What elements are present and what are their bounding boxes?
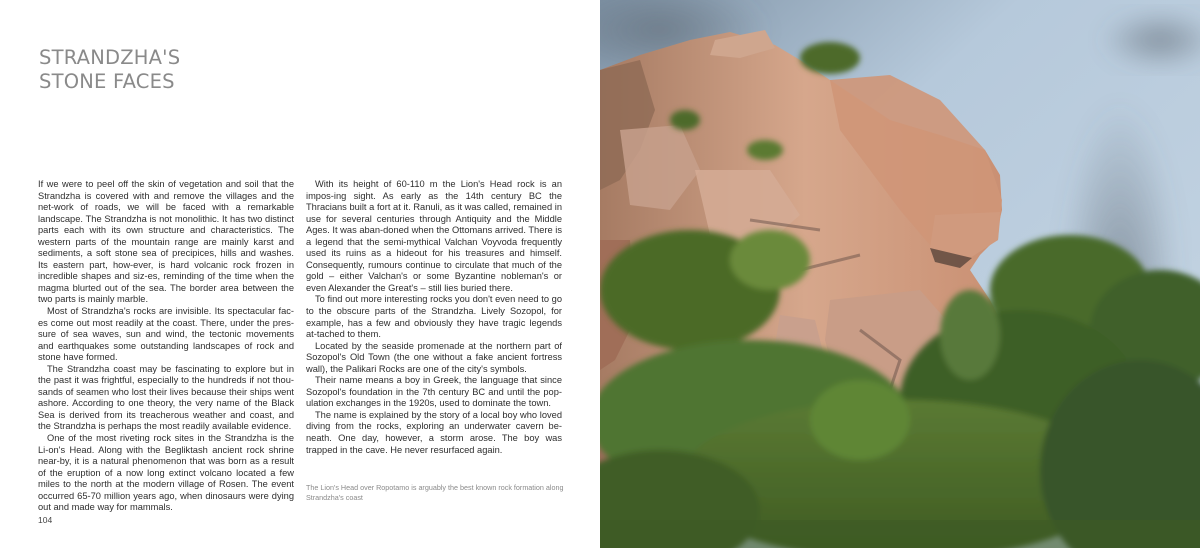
photo-caption: The Lion's Head over Ropotamo is arguably the best known rock formation along Strandzha's coast — [306, 483, 564, 502]
page-title — [39, 46, 180, 94]
paragraph: If we were to peel off the skin of vegetation and soil that the Strandzha is covered with and remove the villages and the net-work of roads, we will be faced with a remarkable landscape. The Strandzha is not monolithic. It has two distinct parts each with its own structure and characteristics. The western parts of the mountain range are mainly karst and sediments, a soft stone sea of precipices, hills and washes. Its eastern part, how-ever, is hard volcanic rock frozen in incredible shapes and siz-es, reminding of the time when the magma blurted out of the sea. The border area between the two parts is mainly marble. — [38, 179, 294, 305]
paragraph: Most of Strandzha's rocks are invisible. Its spectacular fac-es come out most readily at the coast. There, under the pres-sure of sea waves, sun and wind, the tectonic movements and earthquakes some outstanding landscapes of rock and stone have formed. — [38, 306, 294, 363]
text-column-left — [38, 179, 294, 514]
paragraph: The Strandzha coast may be fascinating to explore but in the past it was frightful, especially to the hundreds if not thou-sands of seamen who lost their lives because their ships went ashore. According to one theory, the very name of the Black Sea is derived from its treacherous weather and coast, and the Strandzha is perhaps the most readily available evidence. — [38, 363, 294, 432]
text-column-right — [306, 179, 562, 456]
paragraph: To find out more interesting rocks you don't even need to go to the obscure parts of the Strandzha. Lively Sozopol, for example, has a few and obviously they have tragic legends at-tached to them. — [306, 294, 562, 340]
paragraph: One of the most riveting rock sites in the Strandzha is the Li-on's Head. Along with the Begliktash ancient rock shrine near-by, it is a natural phenomenon that was born as a result of the eruption of a now long extinct volcano located a few miles to the north at the modern village of Rosen. The event occurred 65-70 million years ago, when dinosaurs were dying out and made way for mammals. — [38, 433, 294, 513]
page-number: 104 — [38, 515, 53, 525]
paragraph: Located by the seaside promenade at the northern part of Sozopol's Old Town (the one without a fake ancient fortress wall), the Palikari Rocks are one of the city's symbols. — [306, 340, 562, 374]
lions-head-rock-photo — [600, 0, 1200, 548]
paragraph: With its height of 60-110 m the Lion's Head rock is an impos-ing sight. As early as the 14th century BC the Thracians built a fort at it. Ranuli, as it was called, remained in use for several centuries through Antiquity and the Middle Ages. It was aban-doned when the Ottomans arrived. There is a legend that the semi-mythical Valchan Voyvoda frequently used its ruins as a hideout for his treasures and himself. Consequently, rumours continue to circulate that much of the gold – either Valchan's or some Byzantine nobleman's or even Alexander the Great's – still lies buried there. — [306, 179, 562, 293]
title-line-2: STONE FACES — [39, 70, 175, 93]
paragraph: Their name means a boy in Greek, the language that since Sozopol's foundation in the 7th century BC and until the pop-ulation exchanges in the 1920s, used to dominate the town. — [306, 375, 562, 409]
paragraph: The name is explained by the story of a local boy who loved diving from the rocks, exploring an underwater cavern be-neath. One day, however, a storm arose. The boy was trapped in the cave. He never resurfaced again. — [306, 409, 562, 455]
title-line-1: STRANDZHA'S — [39, 46, 181, 69]
photo-illustration — [600, 0, 1200, 548]
